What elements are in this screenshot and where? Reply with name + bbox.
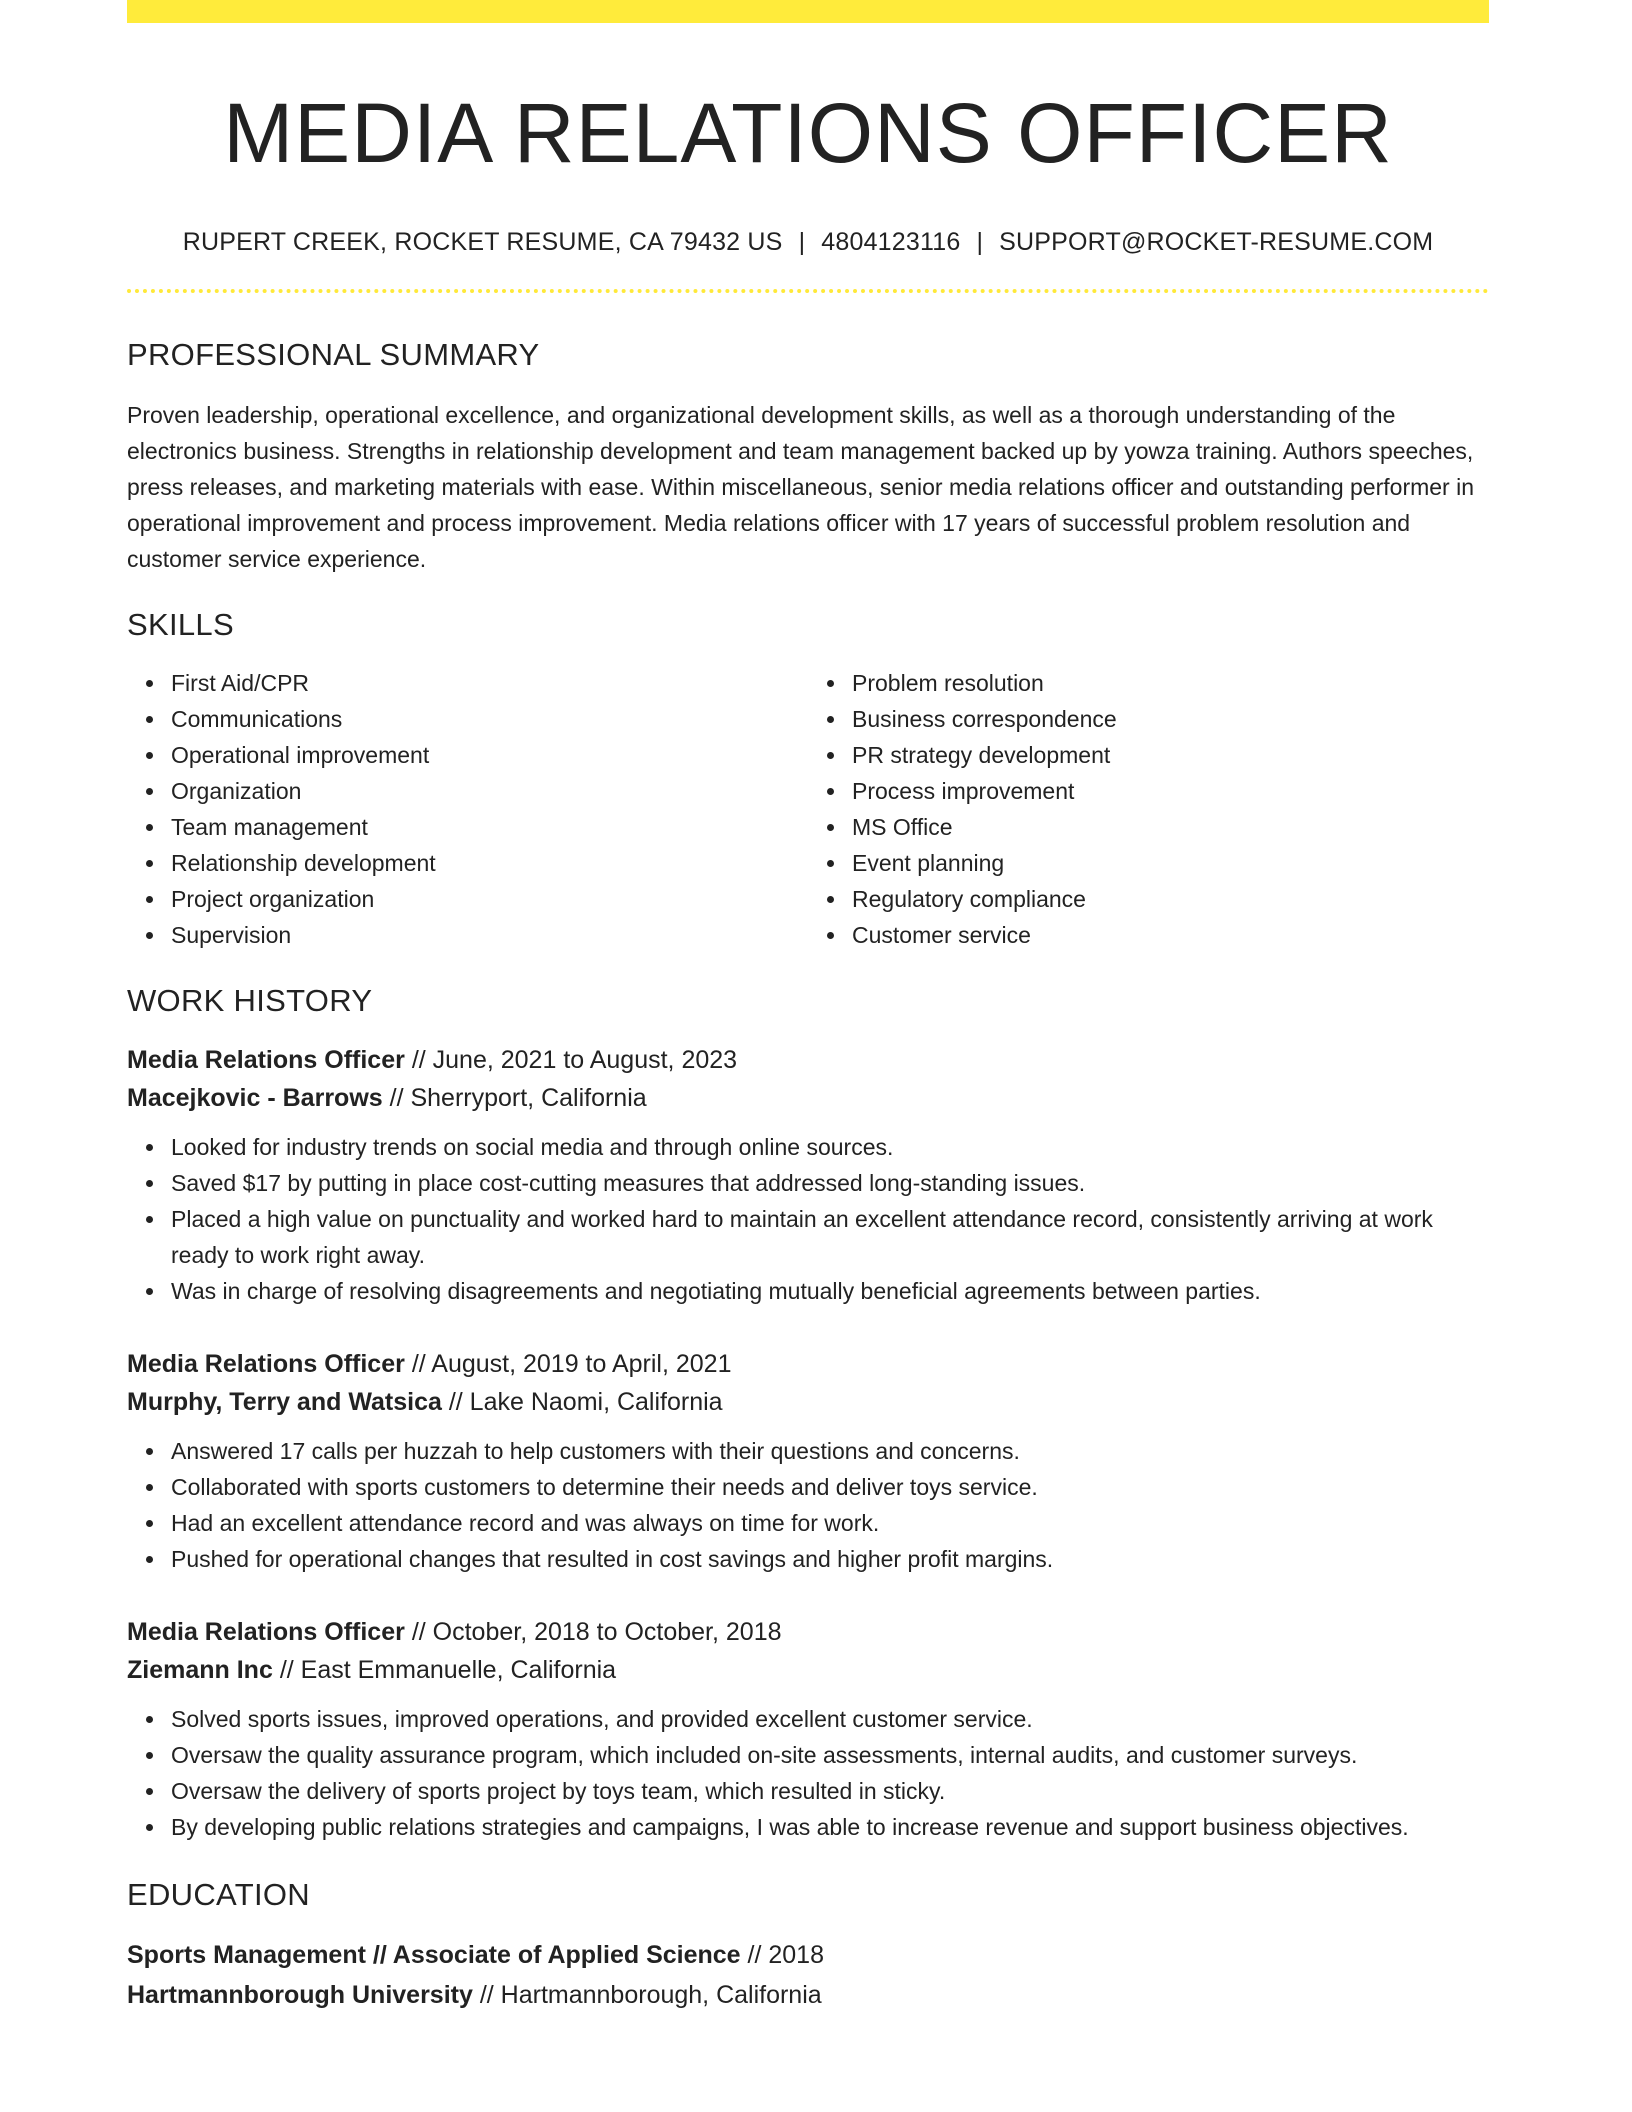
skills-columns <box>127 665 1489 953</box>
education-school: Hartmannborough University <box>127 1980 473 2009</box>
skills-list-left <box>127 665 808 953</box>
skill-item: Organization <box>171 773 808 809</box>
contact-email: SUPPORT@ROCKET-RESUME.COM <box>999 227 1434 256</box>
job-dates: // October, 2018 to October, 2018 <box>411 1617 782 1646</box>
job-bullets <box>127 1129 1489 1309</box>
job-bullet: Oversaw the delivery of sports project by toys team, which resulted in sticky. <box>171 1773 1489 1809</box>
skill-item: Operational improvement <box>171 737 808 773</box>
skill-item: Business correspondence <box>852 701 1489 737</box>
skill-item: PR strategy development <box>852 737 1489 773</box>
contact-separator: | <box>976 227 984 256</box>
job-bullet: Collaborated with sports customers to determine their needs and deliver toys service. <box>171 1469 1489 1505</box>
skills-section <box>127 607 1489 953</box>
job-location: // Lake Naomi, California <box>448 1387 723 1416</box>
resume-page <box>127 0 1489 2015</box>
contact-separator: | <box>798 227 806 256</box>
contact-phone: 4804123116 <box>821 227 961 256</box>
top-accent-bar <box>127 0 1489 23</box>
skill-item: Event planning <box>852 845 1489 881</box>
job-bullet: Was in charge of resolving disagreements and negotiating mutually beneficial agreements between parties. <box>171 1273 1489 1309</box>
job-location: // East Emmanuelle, California <box>279 1655 617 1684</box>
skills-list-right <box>808 665 1489 953</box>
education-heading: EDUCATION <box>127 1876 310 1912</box>
job-bullet: Had an excellent attendance record and was always on time for work. <box>171 1505 1489 1541</box>
job-role: Media Relations Officer <box>127 1617 405 1646</box>
job-bullet: Oversaw the quality assurance program, which included on-site assessments, internal audits, and customer surveys. <box>171 1737 1489 1773</box>
job-entry <box>127 1613 1489 1845</box>
work-history-section <box>127 983 1489 1845</box>
education-entry <box>127 1935 1489 2015</box>
job-bullet: By developing public relations strategies and campaigns, I was able to increase revenue and support business objectives. <box>171 1809 1489 1845</box>
job-bullets <box>127 1433 1489 1577</box>
job-company-line <box>127 1383 1489 1421</box>
summary-heading: PROFESSIONAL SUMMARY <box>127 336 540 372</box>
skill-item: Regulatory compliance <box>852 881 1489 917</box>
job-bullets <box>127 1701 1489 1845</box>
skill-item: First Aid/CPR <box>171 665 808 701</box>
skill-item: Problem resolution <box>852 665 1489 701</box>
summary-text: Proven leadership, operational excellence, and organizational development skills, as well as a thorough understanding of the electronics business. Strengths in relationship development and team management backed up by yowza training. Authors speeches, press releases, and marketing materials with ease. Within miscellaneous, senior media relations officer and outstanding performer in operational improvement and process improvement. Media relations officer with 17 years of successful problem resolution and customer service experience. <box>127 401 1475 572</box>
skill-item: Team management <box>171 809 808 845</box>
job-role-line <box>127 1345 1489 1383</box>
job-role-line <box>127 1613 1489 1651</box>
job-bullet: Looked for industry trends on social media and through online sources. <box>171 1129 1489 1165</box>
education-school-line <box>127 1975 1489 2015</box>
skill-item: Project organization <box>171 881 808 917</box>
job-company: Murphy, Terry and Watsica <box>127 1387 442 1416</box>
job-entry <box>127 1041 1489 1309</box>
education-section <box>127 1877 1489 2015</box>
skill-item: Supervision <box>171 917 808 953</box>
header-divider <box>127 289 1489 293</box>
job-company: Macejkovic - Barrows <box>127 1083 383 1112</box>
job-dates: // August, 2019 to April, 2021 <box>411 1349 732 1378</box>
job-dates: // June, 2021 to August, 2023 <box>411 1045 738 1074</box>
job-bullet: Saved $17 by putting in place cost-cutting measures that addressed long-standing issues. <box>171 1165 1489 1201</box>
job-role: Media Relations Officer <box>127 1349 405 1378</box>
contact-address: RUPERT CREEK, ROCKET RESUME, CA 79432 US <box>182 227 783 256</box>
skill-item: Customer service <box>852 917 1489 953</box>
job-role: Media Relations Officer <box>127 1045 405 1074</box>
skill-item: Relationship development <box>171 845 808 881</box>
education-degree: Sports Management // Associate of Applied Science <box>127 1940 741 1969</box>
work-history-heading: WORK HISTORY <box>127 982 373 1018</box>
job-bullet: Solved sports issues, improved operations, and provided excellent customer service. <box>171 1701 1489 1737</box>
job-company-line <box>127 1079 1489 1117</box>
summary-section <box>127 337 1489 577</box>
skill-item: Communications <box>171 701 808 737</box>
skill-item: Process improvement <box>852 773 1489 809</box>
skills-heading: SKILLS <box>127 606 234 642</box>
job-location: // Sherryport, California <box>389 1083 647 1112</box>
contact-line <box>127 228 1489 257</box>
education-location: // Hartmannborough, California <box>479 1980 822 2009</box>
job-bullet: Pushed for operational changes that resulted in cost savings and higher profit margins. <box>171 1541 1489 1577</box>
resume-title: MEDIA RELATIONS OFFICER <box>223 86 1393 180</box>
job-company: Ziemann Inc <box>127 1655 273 1684</box>
job-entry <box>127 1345 1489 1577</box>
skill-item: MS Office <box>852 809 1489 845</box>
job-bullet: Placed a high value on punctuality and worked hard to maintain an excellent attendance record, consistently arriving at work ready to work right away. <box>171 1201 1489 1273</box>
education-year: // 2018 <box>747 1940 824 1969</box>
job-bullet: Answered 17 calls per huzzah to help customers with their questions and concerns. <box>171 1433 1489 1469</box>
job-company-line <box>127 1651 1489 1689</box>
job-role-line <box>127 1041 1489 1079</box>
education-degree-line <box>127 1935 1489 1975</box>
